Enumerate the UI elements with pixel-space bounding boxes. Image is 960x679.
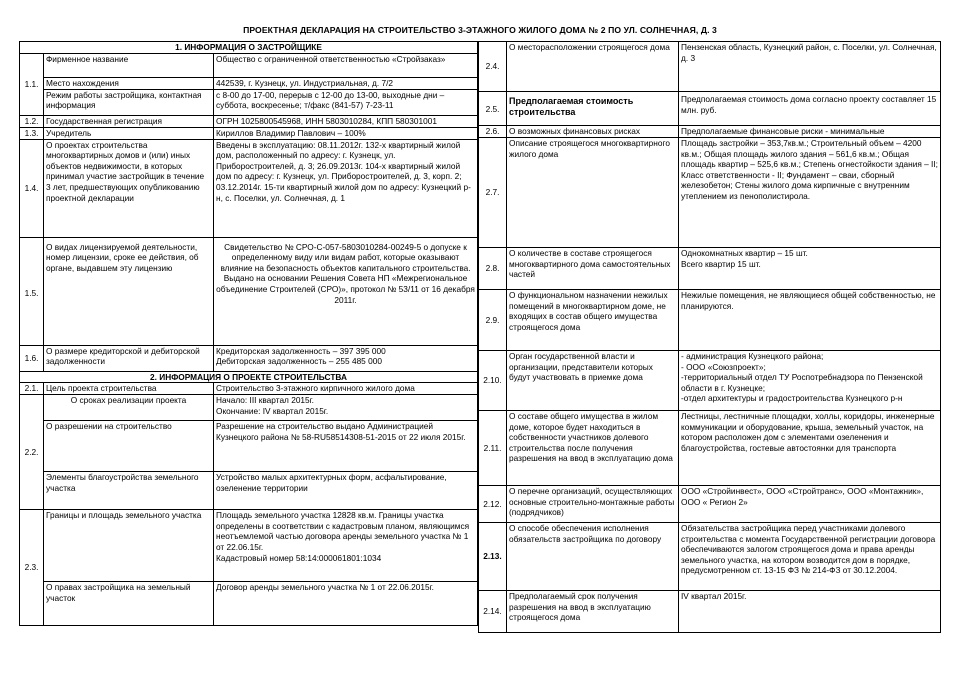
nonresidential-value: Нежилые помещения, не являющиеся общей собственностью, не планируются. bbox=[679, 290, 941, 351]
bounds-value bbox=[214, 510, 478, 582]
debt-label: О размере кредиторской и дебиторской задолженности bbox=[44, 345, 214, 371]
terms-start: Начало: III квартал 2015г. bbox=[216, 395, 314, 406]
acceptance-bodies-label: Орган государственной власти и организации, представители которых будут участвовать в приемке дома bbox=[507, 351, 679, 411]
row-number: 2.6. bbox=[479, 126, 507, 138]
security-label: О способе обеспечения исполнения обязательств застройщика по договору bbox=[507, 523, 679, 591]
bounds-text: Площадь земельного участка 12828 кв.м. Границы участка определены в соответствии с кадастровым планом, являющимся неотъемлемой частью договора аренды земельного участка № 1 от 22.06.15г. bbox=[216, 510, 470, 552]
firm-label: Фирменное название bbox=[44, 53, 214, 77]
common-property-label: О составе общего имущества в жилом доме, которое будет находиться в собственности участников долевого строительства после получения разрешения на ввод в эксплуатацию дома bbox=[507, 411, 679, 486]
section-2-header: 2. ИНФОРМАЦИЯ О ПРОЕКТЕ СТРОИТЕЛЬСТВА bbox=[20, 371, 478, 383]
right-declaration-table bbox=[478, 41, 941, 633]
count-label: О количестве в составе строящегося многоквартирного дома самостоятельных частей bbox=[507, 248, 679, 290]
founder-label: Учредитель bbox=[44, 127, 214, 139]
improvement-label: Элементы благоустройства земельного участка bbox=[44, 472, 214, 510]
body-item: -отдел архитектуры и градостроительства Кузнецкого р-н bbox=[681, 393, 903, 404]
debt-value bbox=[214, 345, 478, 371]
row-number: 2.8. bbox=[479, 248, 507, 290]
contractors-label: О перечне организаций, осуществляющих основные строительно-монтажные работы (подрядчиков) bbox=[507, 486, 679, 523]
founder-value: Кириллов Владимир Павлович – 100% bbox=[214, 127, 478, 139]
section-1-header: 1. ИНФОРМАЦИЯ О ЗАСТРОЙЩИКЕ bbox=[20, 42, 478, 54]
page-title: ПРОЕКТНАЯ ДЕКЛАРАЦИЯ НА СТРОИТЕЛЬСТВО 3-ЭТАЖНОГО ЖИЛОГО ДОМА № 2 ПО УЛ. СОЛНЕЧНАЯ, Д. 3 bbox=[243, 25, 717, 35]
row-number: 1.3. bbox=[20, 127, 44, 139]
common-property-value: Лестницы, лестничные площадки, холлы, коридоры, инженерные коммуникации и оборудование, крыша, земельный участок, на котором расположен дом с элементами озеленения и благоустройства, гостевые автостоянки для транспорта bbox=[679, 411, 941, 486]
row-number: 1.4. bbox=[20, 139, 44, 237]
acceptance-bodies-value bbox=[679, 351, 941, 411]
terms-label: О сроках реализации проекта bbox=[44, 395, 214, 421]
registration-value: ОГРН 1025800545968, ИНН 5803010284, КПП 580301001 bbox=[214, 115, 478, 127]
creditor-debt: Кредиторская задолженность – 397 395 000 bbox=[216, 345, 386, 356]
cost-value: Предполагаемая стоимость дома согласно проекту составляет 15 млн. руб. bbox=[679, 92, 941, 126]
schedule-label: Режим работы застройщика, контактная информация bbox=[44, 89, 214, 115]
description-label: Описание строящегося многоквартирного жилого дома bbox=[507, 138, 679, 248]
row-number: 2.13. bbox=[479, 523, 507, 591]
nonresidential-label: О функциональном назначении нежилых помещений в многоквартирном доме, не входящих в состав общего имущества строящегося дома bbox=[507, 290, 679, 351]
row-number: 2.10. bbox=[479, 351, 507, 411]
row-number: 2.4. bbox=[479, 42, 507, 92]
terms-value bbox=[214, 395, 478, 421]
projects-value: Введены в эксплуатацию: 08.11.2012г. 132-х квартирный жилой дом, расположенный по адресу: г. Кузнецк, ул. Приборостроителей, д. 3; 26.09.2013г. 104-х квартирный жилой дом по адресу: г. Кузнецк, ул. Приборостроителей, д. 3, корп. 2; 03.12.2014г. 15-ти квартирный жилой дом по адресу: Кузнецкий р-н, с. Поселки, ул. Солнечная, д. 1 bbox=[214, 139, 478, 237]
row-number: 2.12. bbox=[479, 486, 507, 523]
firm-value: Общество с ограниченной ответственностью «Стройзаказ» bbox=[214, 53, 478, 77]
row-number: 2.5. bbox=[479, 92, 507, 126]
row-number: 2.7. bbox=[479, 138, 507, 248]
schedule-value: с 8-00 до 17-00, перерыв с 12-00 до 13-00, выходные дни – суббота, воскресенье; т/факс (841-57) 7-23-11 bbox=[214, 89, 478, 115]
permit-value: Разрешение на строительство выдано Администрацией Кузнецкого района № 58-RU58514308-51-2015 от 22 июля 2015г. bbox=[214, 421, 478, 472]
contractors-value: ООО «Стройинвест», ООО «Стройтранс», ООО «Монтажник», ООО « Регион 2» bbox=[679, 486, 941, 523]
deadline-value: IV квартал 2015г. bbox=[679, 591, 941, 633]
registration-label: Государственная регистрация bbox=[44, 115, 214, 127]
row-number: 2.11. bbox=[479, 411, 507, 486]
row-number: 1.2. bbox=[20, 115, 44, 127]
left-declaration-table bbox=[19, 41, 478, 626]
one-room-count: Однокомнатных квартир – 15 шт. bbox=[681, 248, 808, 258]
security-value: Обязательства застройщика перед участниками долевого строительства с момента Государственной регистрации договора обеспечиваются залогом строящегося дома и права аренды земельного участка, на котором возводится дом в порядке, предусмотренном ст. 13-15 ФЗ № 214-ФЗ от 30.12.2004. bbox=[679, 523, 941, 591]
projects-label: О проектах строительства многоквартирных домов и (или) иных объектов недвижимости, в которых принимал участие застройщик в течение 3 лет, предшествующих опубликованию проектной декларации bbox=[44, 139, 214, 237]
row-number: 2.1. bbox=[20, 383, 44, 395]
row-number: 2.14. bbox=[479, 591, 507, 633]
description-value: Площадь застройки – 353,7кв.м.; Строительный объем – 4200 кв.м.; Общая площадь жилого здания – 561,6 кв.м.; Общая площадь квартир – 525,6 кв.м.; Степень огнестойкости здания – II; Класс ответственности - II; Фундамент – сваи, сборный железобетон; Стены жилого дома кирпичные с внутренним утеплением из пенополистирола. bbox=[679, 138, 941, 248]
permit-label: О разрешении на строительство bbox=[44, 421, 214, 472]
total-count: Всего квартир 15 шт. bbox=[681, 258, 761, 269]
row-number: 2.2. bbox=[20, 395, 44, 510]
improvement-value: Устройство малых архитектурных форм, асфальтирование, озеленение территории bbox=[214, 472, 478, 510]
row-number: 2.3. bbox=[20, 510, 44, 626]
rights-label: О правах застройщика на земельный участок bbox=[44, 582, 214, 626]
debtor-debt: Дебиторская задолженность – 255 485 000 bbox=[216, 356, 382, 367]
place-label: О месторасположении строящегося дома bbox=[507, 42, 679, 92]
place-value: Пензенская область, Кузнецкий район, с. Поселки, ул. Солнечная, д. 3 bbox=[679, 42, 941, 92]
row-number: 1.1. bbox=[20, 53, 44, 115]
risk-label: О возможных финансовых рисках bbox=[507, 126, 679, 138]
license-label: О видах лицензируемой деятельности, номер лицензии, сроке ее действия, об органе, выдавшем эту лицензию bbox=[44, 237, 214, 345]
location-value: 442539, г. Кузнецк, ул. Индустриальная, д. 7/2 bbox=[214, 77, 478, 89]
risk-value: Предполагаемые финансовые риски - минимальные bbox=[679, 126, 941, 138]
location-label: Место нахождения bbox=[44, 77, 214, 89]
body-item: -территориальный отдел ТУ Роспотребнадзора по Пензенской области в г. Кузнецке; bbox=[681, 372, 923, 393]
terms-end: Окончание: IV квартал 2015г. bbox=[216, 405, 329, 416]
cadastral-number: Кадастровый номер 58:14:000061801:1034 bbox=[216, 552, 382, 563]
rights-value: Договор аренды земельного участка № 1 от 22.06.2015г. bbox=[214, 582, 478, 626]
bounds-label: Границы и площадь земельного участка bbox=[44, 510, 214, 582]
row-number: 2.9. bbox=[479, 290, 507, 351]
goal-label: Цель проекта строительства bbox=[44, 383, 214, 395]
body-item: - администрация Кузнецкого района; bbox=[681, 351, 824, 361]
row-number: 1.6. bbox=[20, 345, 44, 371]
count-value bbox=[679, 248, 941, 290]
cost-label: Предполагаемая стоимость строительства bbox=[507, 92, 679, 126]
license-value: Свидетельство № СРО-С-057-5803010284-00249-5 о допуске к определенному виду или видам работ, которые оказывают влияние на безопасность объектов капитального строительства. Выдано на основании Решения Совета НП «Межрегиональное объединение Строителей (СРО)», протокол № 53/11 от 16 декабря 2011г. bbox=[214, 237, 478, 345]
deadline-label: Предполагаемый срок получения разрешения на ввод в эксплуатацию строящегося дома bbox=[507, 591, 679, 633]
row-number: 1.5. bbox=[20, 237, 44, 345]
goal-value: Строительство 3-этажного кирпичного жилого дома bbox=[214, 383, 478, 395]
body-item: - ООО «Союзпроект»; bbox=[681, 361, 766, 372]
